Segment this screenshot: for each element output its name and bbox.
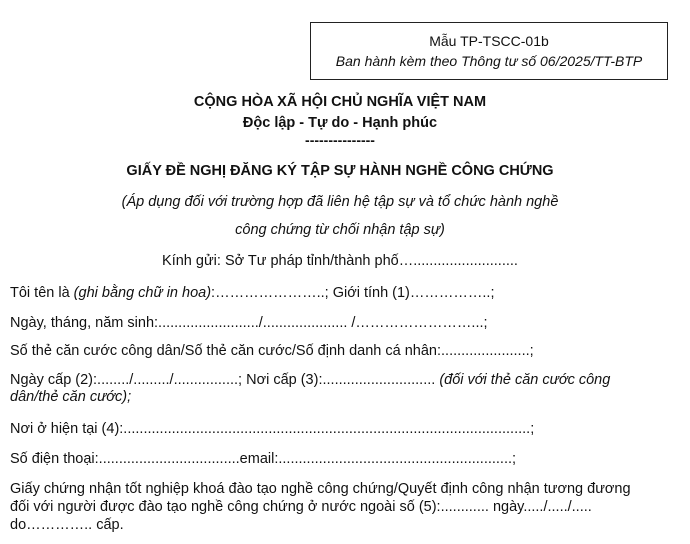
form-issued-note: Ban hành kèm theo Thông tư số 06/2025/TT-BTP: [335, 53, 643, 69]
name-label: Tôi tên là: [10, 285, 74, 301]
motto: Độc lập - Tự do - Hạnh phúc: [242, 115, 438, 131]
issue-line: [10, 371, 680, 389]
residence-line: Nơi ở hiện tại (4):.....................................................................................................;: [10, 421, 535, 437]
id-number-line: Số thẻ căn cước công dân/Số thẻ căn cước/Số định danh cá nhân:......................;: [10, 343, 534, 359]
form-code-box: [310, 22, 668, 80]
subtitle-line-1: (Áp dụng đối với trường hợp đã liên hệ tập sự và tổ chức hành nghề: [121, 194, 559, 210]
recipient-line: Kính gửi: Sở Tư pháp tỉnh/thành phố…..........................: [162, 253, 518, 269]
name-line: [10, 284, 680, 302]
document-title: GIẤY ĐỀ NGHỊ ĐĂNG KÝ TẬP SỰ HÀNH NGHỀ CÔNG CHỨNG: [126, 163, 554, 179]
certificate-line-1: Giấy chứng nhận tốt nghiệp khoá đào tạo nghề công chứng/Quyết định công nhận tương đương: [10, 481, 631, 497]
issue-note-1: (đối với thẻ căn cước công: [439, 372, 611, 388]
country-name: CỘNG HÒA XÃ HỘI CHỦ NGHĨA VIỆT NAM: [193, 94, 487, 110]
name-note: (ghi bằng chữ in hoa): [73, 285, 212, 301]
name-rest: :…………………..; Giới tính (1)……………..;: [211, 285, 495, 301]
certificate-line-2: đối với người được đào tạo nghề công chứng ở nước ngoài số (5):............ ngày...../...../.....: [10, 499, 592, 515]
phone-email-line: Số điện thoại:...................................email:..........................................................;: [10, 451, 517, 467]
header-divider: ---------------: [305, 132, 375, 148]
issue-main: Ngày cấp (2):......../........./................; Nơi cấp (3):............................: [10, 372, 440, 388]
issue-note-2: dân/thẻ căn cước);: [10, 389, 132, 405]
form-code: Mẫu TP-TSCC-01b: [429, 33, 549, 49]
dob-line: Ngày, tháng, năm sinh:........................./..................... /……………………...;: [10, 315, 488, 331]
subtitle-line-2: công chứng từ chối nhận tập sự): [235, 222, 445, 238]
certificate-line-3: do………….. cấp.: [10, 517, 124, 533]
